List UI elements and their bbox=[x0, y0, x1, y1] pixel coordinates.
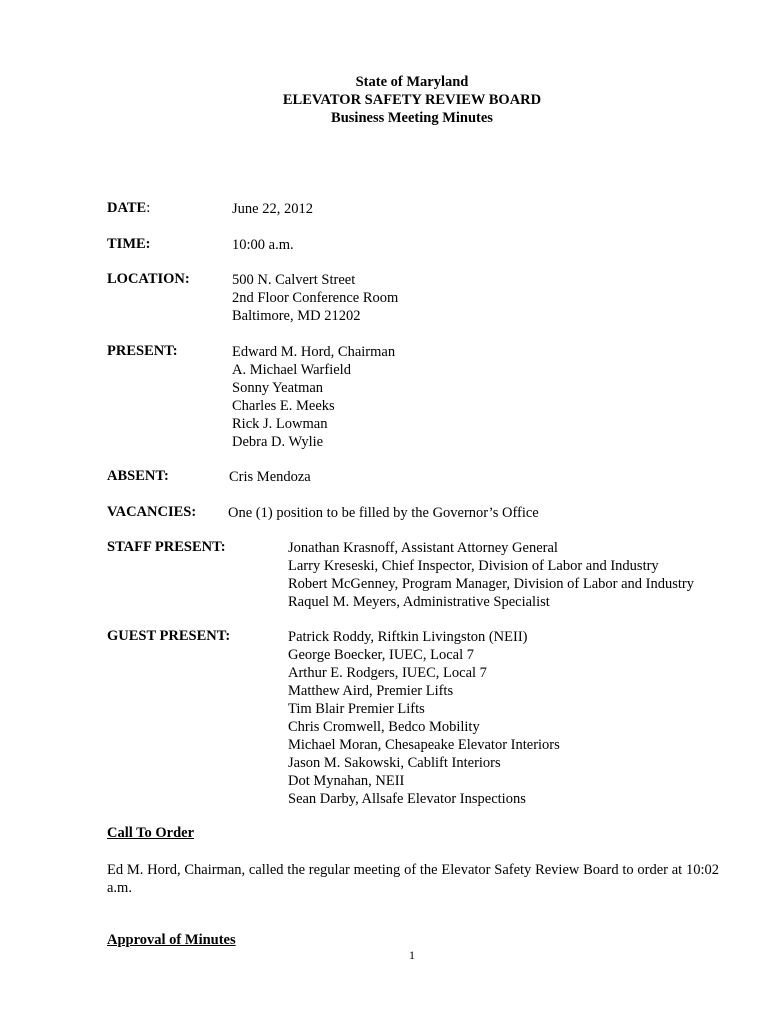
vacancies-label: VACANCIES: bbox=[107, 504, 197, 520]
present-name: Sonny Yeatman bbox=[232, 380, 324, 396]
page-number: 1 bbox=[409, 948, 415, 962]
location-line: 500 N. Calvert Street bbox=[232, 272, 356, 288]
present-name: Debra D. Wylie bbox=[232, 434, 324, 450]
guest-name: Dot Mynahan, NEII bbox=[288, 773, 405, 789]
guest-name: Tim Blair Premier Lifts bbox=[288, 701, 425, 717]
time-label: TIME: bbox=[107, 236, 151, 252]
guest-name: Patrick Roddy, Riftkin Livingston (NEII) bbox=[288, 629, 528, 645]
staff-name: Robert McGenney, Program Manager, Division of Labor and Industry bbox=[288, 576, 694, 592]
approval-of-minutes-heading: Approval of Minutes bbox=[107, 932, 236, 948]
guest-name: Jason M. Sakowski, Cablift Interiors bbox=[288, 755, 501, 771]
guest-present-label: GUEST PRESENT: bbox=[107, 628, 231, 644]
location-lines bbox=[232, 271, 398, 325]
guest-name: Sean Darby, Allsafe Elevator Inspections bbox=[288, 791, 526, 807]
call-to-order-heading: Call To Order bbox=[107, 825, 195, 841]
guest-present-list bbox=[288, 628, 560, 808]
present-list bbox=[232, 343, 395, 451]
staff-present-list bbox=[288, 539, 694, 611]
absent-label: ABSENT: bbox=[107, 468, 169, 484]
date-value: June 22, 2012 bbox=[232, 201, 313, 217]
staff-name: Raquel M. Meyers, Administrative Specialist bbox=[288, 594, 550, 610]
guest-name: Matthew Aird, Premier Lifts bbox=[288, 683, 454, 699]
staff-name: Larry Kreseski, Chief Inspector, Division of Labor and Industry bbox=[288, 558, 659, 574]
date-label: DATE: bbox=[107, 200, 151, 216]
header-state: State of Maryland bbox=[355, 74, 469, 90]
location-label: LOCATION: bbox=[107, 271, 190, 287]
present-name: Charles E. Meeks bbox=[232, 398, 335, 414]
present-name: Edward M. Hord, Chairman bbox=[232, 344, 396, 360]
vacancies-value: One (1) position to be filled by the Governor’s Office bbox=[228, 505, 539, 521]
staff-present-label: STAFF PRESENT: bbox=[107, 539, 226, 555]
guest-name: Michael Moran, Chesapeake Elevator Interiors bbox=[288, 737, 560, 753]
time-value: 10:00 a.m. bbox=[232, 237, 294, 253]
present-label: PRESENT: bbox=[107, 343, 178, 359]
guest-name: Arthur E. Rodgers, IUEC, Local 7 bbox=[288, 665, 487, 681]
staff-name: Jonathan Krasnoff, Assistant Attorney General bbox=[288, 540, 558, 556]
header-board: ELEVATOR SAFETY REVIEW BOARD bbox=[282, 92, 542, 108]
guest-name: George Boecker, IUEC, Local 7 bbox=[288, 647, 474, 663]
document-header bbox=[0, 73, 770, 127]
location-line: Baltimore, MD 21202 bbox=[232, 308, 361, 324]
header-title: Business Meeting Minutes bbox=[331, 110, 493, 126]
location-line: 2nd Floor Conference Room bbox=[232, 290, 399, 306]
call-to-order-text: Ed M. Hord, Chairman, called the regular meeting of the Elevator Safety Review Board to order at 10:02 a.m. bbox=[107, 862, 719, 896]
present-name: A. Michael Warfield bbox=[232, 362, 351, 378]
present-name: Rick J. Lowman bbox=[232, 416, 328, 432]
guest-name: Chris Cromwell, Bedco Mobility bbox=[288, 719, 480, 735]
absent-value: Cris Mendoza bbox=[229, 469, 311, 485]
